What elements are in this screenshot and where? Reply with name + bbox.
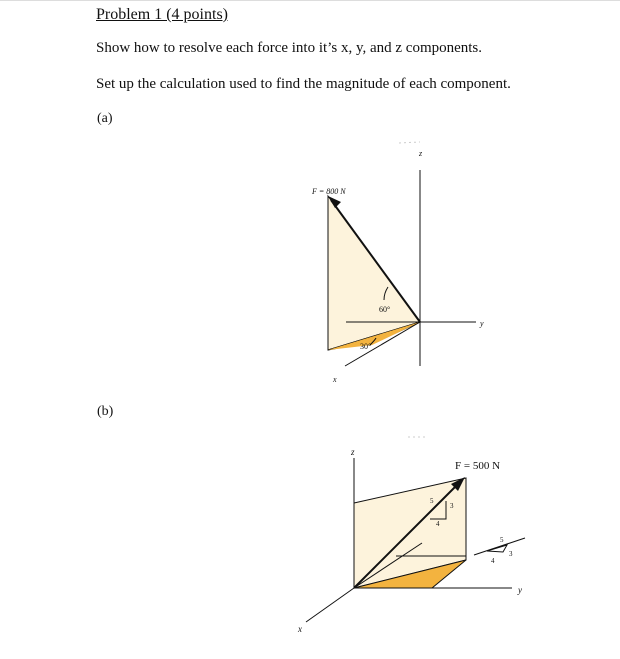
fig-b-tri2-side: 3 bbox=[509, 550, 513, 558]
fig-a-z-label: z bbox=[419, 149, 423, 158]
fig-a-z-axis-dash bbox=[399, 142, 420, 143]
fig-b-tri2-base: 4 bbox=[491, 557, 495, 565]
figure-b bbox=[297, 437, 525, 634]
instruction-magnitude: Set up the calculation used to find the magnitude of each component. bbox=[96, 76, 511, 92]
figure-a bbox=[311, 142, 484, 384]
fig-b-tri2-hyp: 5 bbox=[500, 536, 504, 544]
part-a-label: (a) bbox=[97, 111, 113, 126]
fig-b-force-label: F = 500 N bbox=[455, 460, 501, 472]
fig-a-angle-60: 60° bbox=[379, 305, 391, 314]
fig-a-y-label: y bbox=[480, 319, 484, 328]
fig-b-slope-triangle-2 bbox=[487, 545, 507, 552]
fig-a-force-label: F = 800 N bbox=[312, 187, 346, 196]
instruction-resolve: Show how to resolve each force into it’s x, y, and z components. bbox=[96, 40, 483, 56]
part-b-label: (b) bbox=[97, 404, 114, 419]
fig-b-tri1-base: 4 bbox=[436, 520, 440, 528]
problem-title: Problem 1 (4 points) bbox=[96, 6, 228, 23]
fig-a-x-label: x bbox=[333, 375, 337, 384]
fig-b-x-axis bbox=[306, 588, 354, 622]
fig-b-z-label: z bbox=[351, 447, 355, 457]
fig-b-tri1-vert: 3 bbox=[450, 502, 454, 510]
fig-b-x-label: x bbox=[298, 624, 302, 634]
fig-b-tri1-hyp: 5 bbox=[430, 497, 434, 505]
fig-a-angle-30: 30° bbox=[360, 342, 372, 351]
fig-b-y-label: y bbox=[518, 585, 522, 595]
